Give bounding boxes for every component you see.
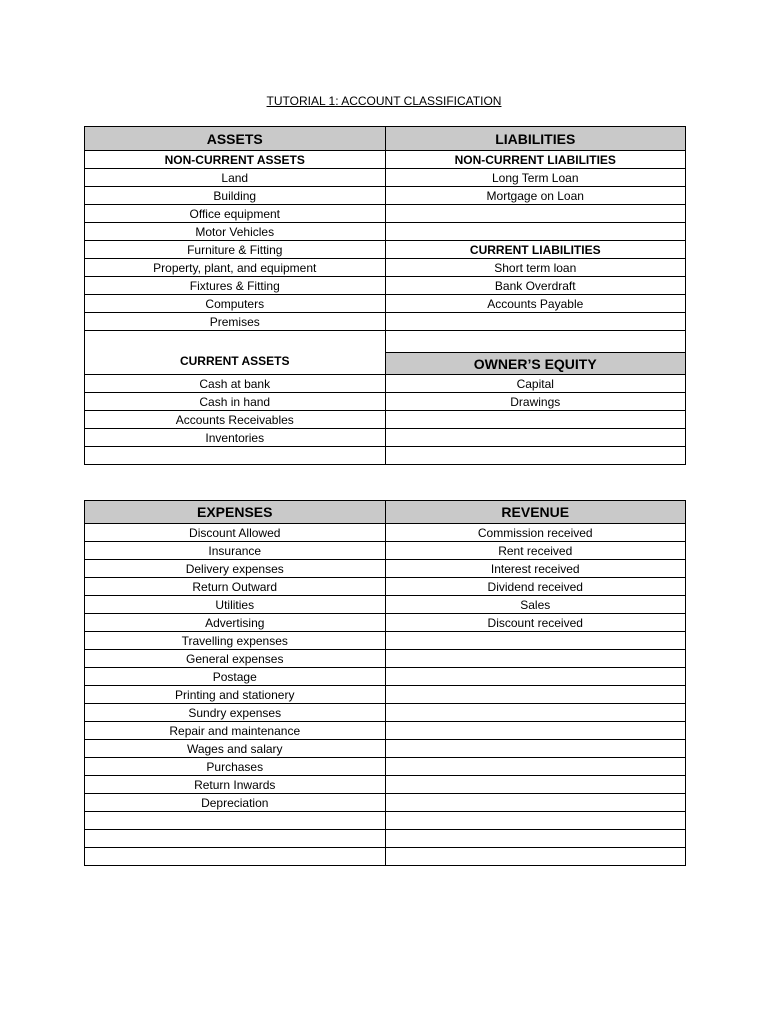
expense-item: Postage xyxy=(85,668,386,686)
empty-cell xyxy=(85,830,386,848)
asset-item: Office equipment xyxy=(85,205,386,223)
empty-cell xyxy=(385,650,686,668)
expense-item: Wages and salary xyxy=(85,740,386,758)
equity-item: Drawings xyxy=(385,393,686,411)
empty-cell xyxy=(385,429,686,447)
current-liabilities-label: CURRENT LIABILITIES xyxy=(385,241,686,259)
empty-cell xyxy=(385,776,686,794)
empty-cell xyxy=(385,411,686,429)
expense-item: Printing and stationery xyxy=(85,686,386,704)
current-assets-label: CURRENT ASSETS xyxy=(85,353,386,375)
revenue-item: Discount received xyxy=(385,614,686,632)
expenses-header: EXPENSES xyxy=(85,501,386,524)
revenue-header: REVENUE xyxy=(385,501,686,524)
empty-cell xyxy=(385,722,686,740)
empty-cell xyxy=(385,331,686,353)
asset-item: Furniture & Fitting xyxy=(85,241,386,259)
empty-cell xyxy=(385,313,686,331)
non-current-assets-label: NON-CURRENT ASSETS xyxy=(85,151,386,169)
revenue-item: Rent received xyxy=(385,542,686,560)
empty-cell xyxy=(385,794,686,812)
expense-item: Utilities xyxy=(85,596,386,614)
liabilities-header: LIABILITIES xyxy=(385,127,686,151)
asset-item: Motor Vehicles xyxy=(85,223,386,241)
empty-cell xyxy=(385,205,686,223)
equity-item: Capital xyxy=(385,375,686,393)
expense-item: Delivery expenses xyxy=(85,560,386,578)
empty-cell xyxy=(385,447,686,465)
expense-item: Purchases xyxy=(85,758,386,776)
empty-cell xyxy=(385,632,686,650)
liability-item: Long Term Loan xyxy=(385,169,686,187)
expense-item: Advertising xyxy=(85,614,386,632)
empty-cell xyxy=(385,848,686,866)
asset-item: Premises xyxy=(85,313,386,331)
revenue-item: Dividend received xyxy=(385,578,686,596)
non-current-liabilities-label: NON-CURRENT LIABILITIES xyxy=(385,151,686,169)
asset-item: Cash at bank xyxy=(85,375,386,393)
asset-item: Accounts Receivables xyxy=(85,411,386,429)
empty-cell xyxy=(385,740,686,758)
empty-cell xyxy=(85,447,386,465)
empty-cell xyxy=(85,331,386,353)
expense-item: Insurance xyxy=(85,542,386,560)
liability-item: Bank Overdraft xyxy=(385,277,686,295)
balance-sheet-table xyxy=(84,126,686,465)
asset-item: Cash in hand xyxy=(85,393,386,411)
owners-equity-header: OWNER’S EQUITY xyxy=(385,353,686,375)
assets-header: ASSETS xyxy=(85,127,386,151)
revenue-item: Interest received xyxy=(385,560,686,578)
page-title: TUTORIAL 1: ACCOUNT CLASSIFICATION xyxy=(266,94,502,108)
asset-item: Land xyxy=(85,169,386,187)
expense-item: Depreciation xyxy=(85,794,386,812)
expense-item: Repair and maintenance xyxy=(85,722,386,740)
empty-cell xyxy=(385,758,686,776)
asset-item: Building xyxy=(85,187,386,205)
empty-cell xyxy=(385,223,686,241)
empty-cell xyxy=(385,686,686,704)
expense-item: Sundry expenses xyxy=(85,704,386,722)
revenue-item: Commission received xyxy=(385,524,686,542)
liability-item: Mortgage on Loan xyxy=(385,187,686,205)
expense-item: Discount Allowed xyxy=(85,524,386,542)
empty-cell xyxy=(85,848,386,866)
expense-item: Travelling expenses xyxy=(85,632,386,650)
empty-cell xyxy=(385,812,686,830)
liability-item: Accounts Payable xyxy=(385,295,686,313)
expense-item: General expenses xyxy=(85,650,386,668)
empty-cell xyxy=(85,812,386,830)
expense-item: Return Inwards xyxy=(85,776,386,794)
expense-item: Return Outward xyxy=(85,578,386,596)
asset-item: Property, plant, and equipment xyxy=(85,259,386,277)
asset-item: Computers xyxy=(85,295,386,313)
revenue-item: Sales xyxy=(385,596,686,614)
empty-cell xyxy=(385,668,686,686)
asset-item: Inventories xyxy=(85,429,386,447)
income-statement-table xyxy=(84,500,686,866)
liability-item: Short term loan xyxy=(385,259,686,277)
empty-cell xyxy=(385,704,686,722)
asset-item: Fixtures & Fitting xyxy=(85,277,386,295)
empty-cell xyxy=(385,830,686,848)
